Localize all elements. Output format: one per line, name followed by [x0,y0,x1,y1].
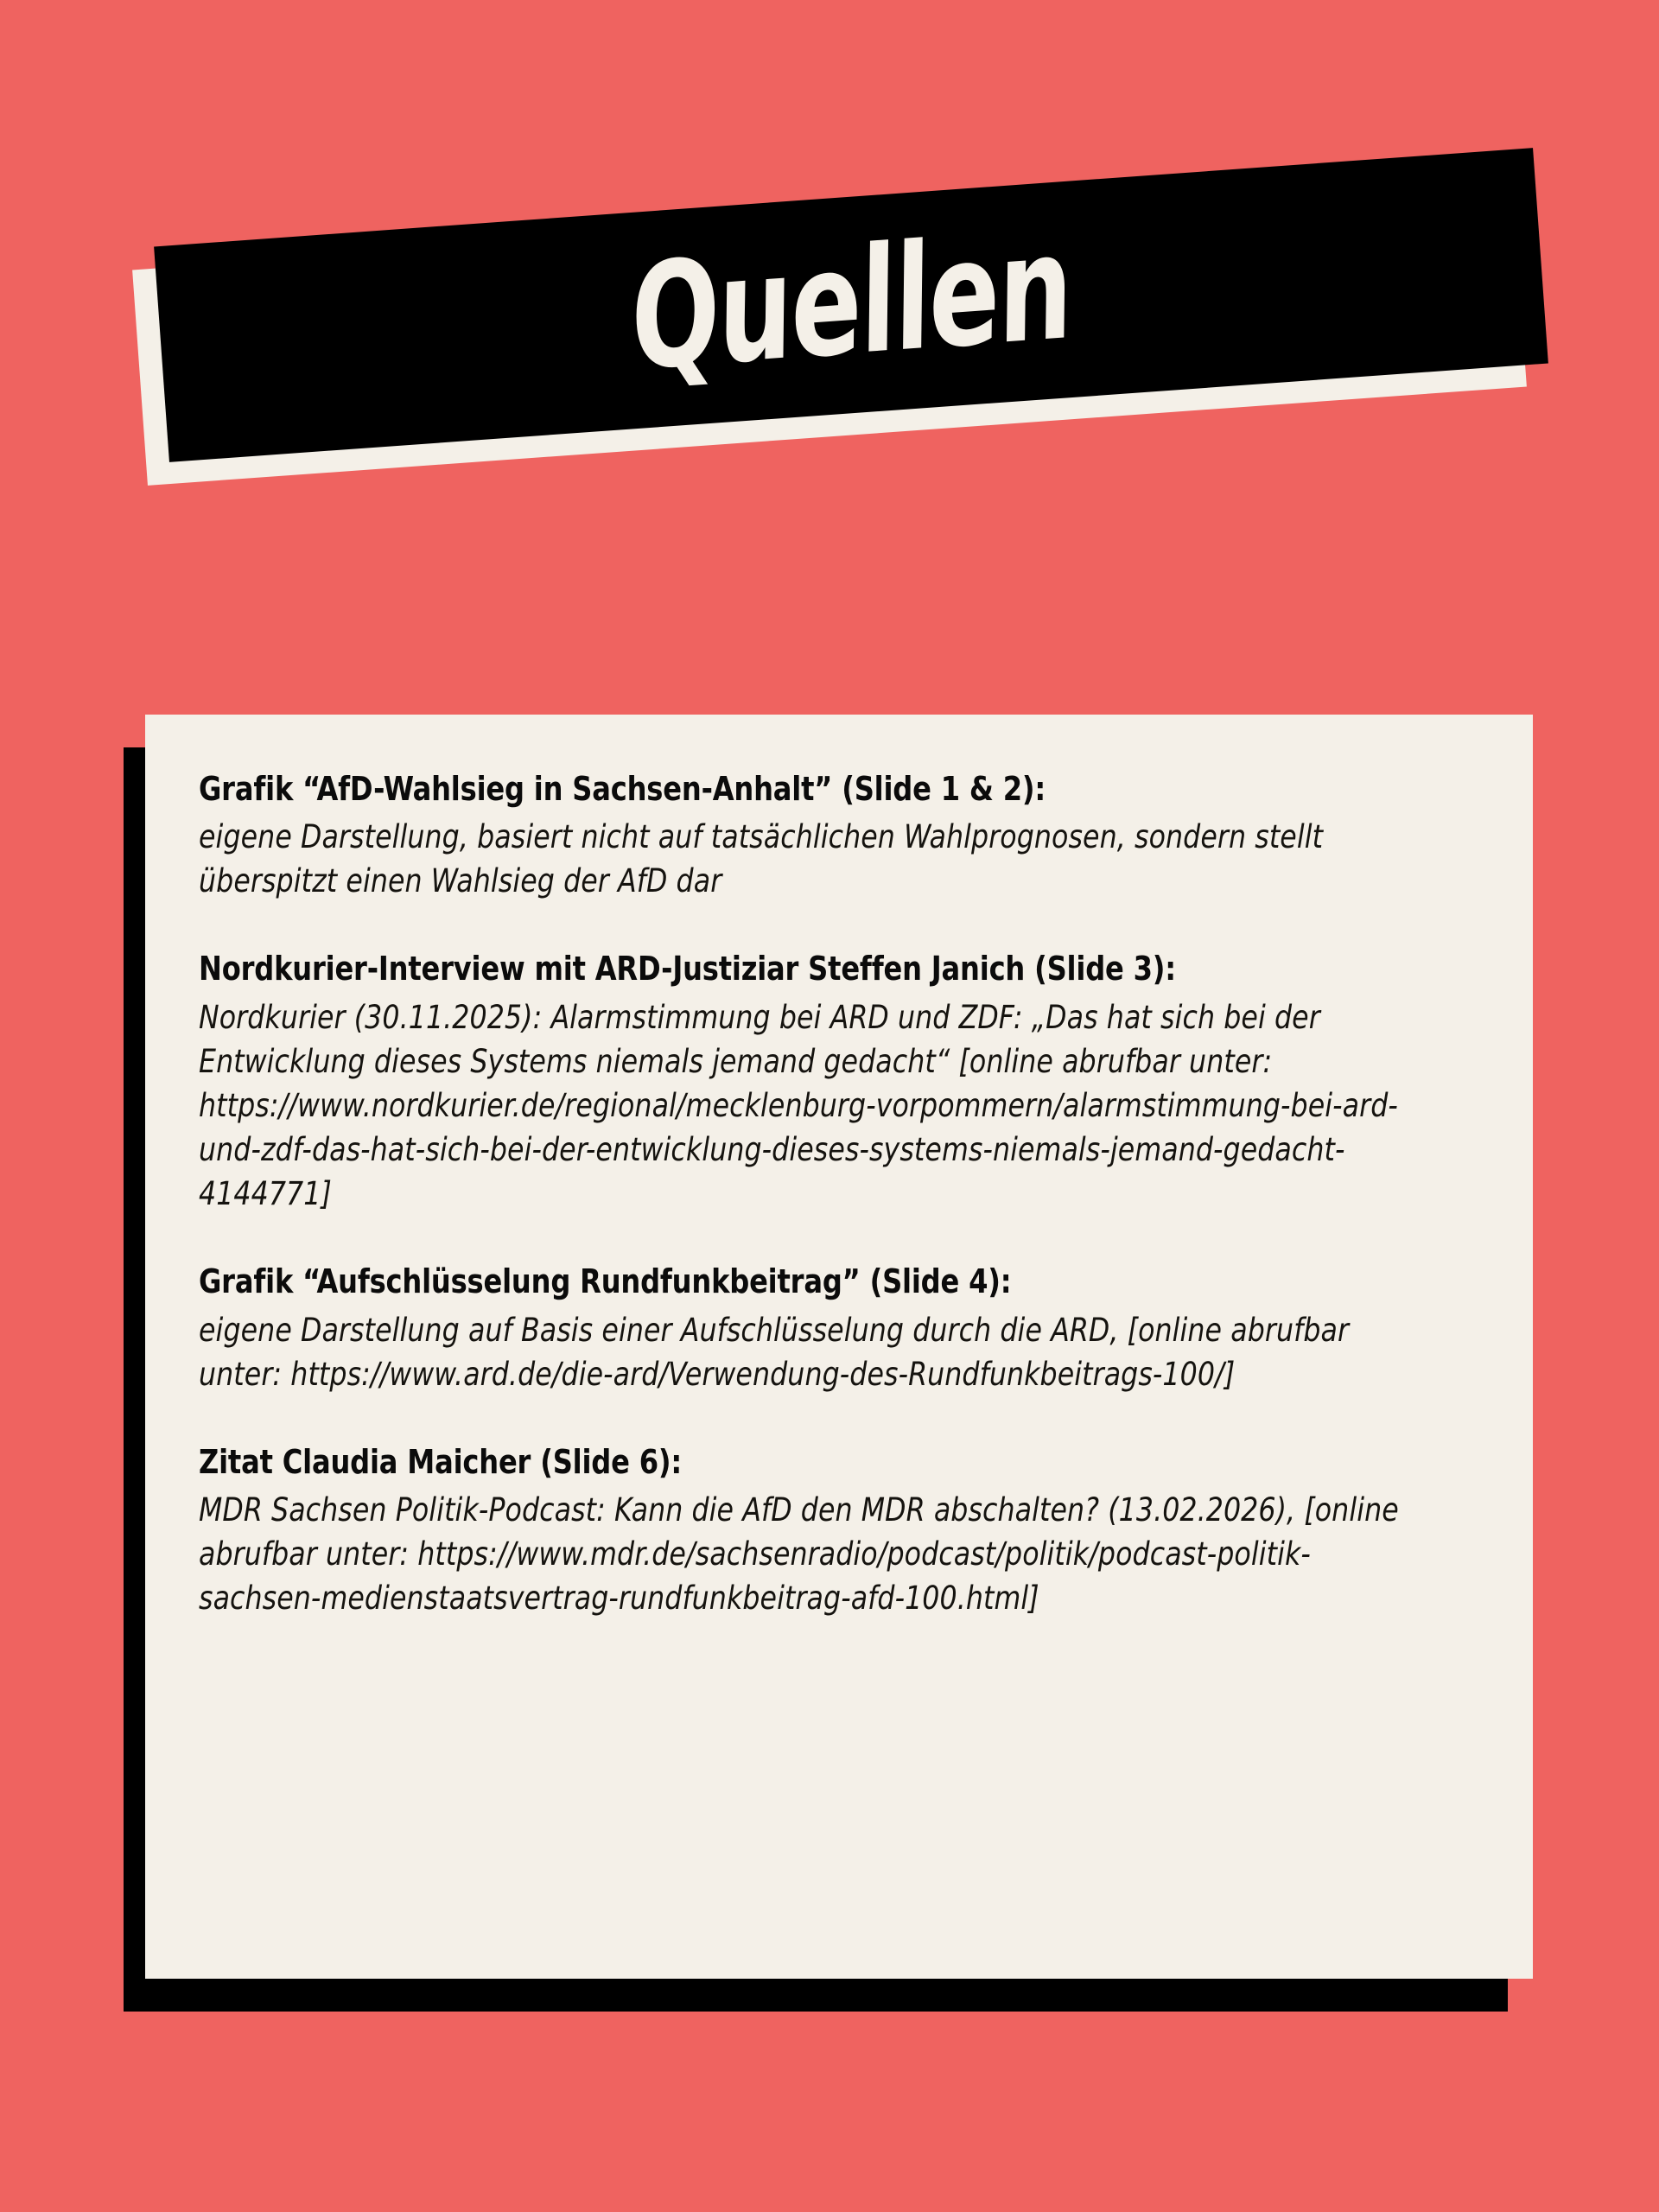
source-entry [199,948,1476,1216]
source-entry-body: Nordkurier (30.11.2025): Alarmstimmung bei ARD und ZDF: „Das hat sich bei der Entwicklung dieses Systems niemals jemand gedacht“ [online abrufbar unter: https://www.nordkurier.de/regional/mecklenburg-vorpommern/alarmstimmung-bei-ard-und-zdf-das-hat-sich-bei-der-entwicklung-dieses-systems-niemals-jemand-gedacht-4144771] [199,998,1398,1213]
page-title: Quellen [630,201,1072,404]
source-entry-body: eigene Darstellung auf Basis einer Aufschlüsselung durch die ARD, [online abrufbar unter: https://www.ard.de/die-ard/Verwendung-des-Rundfunkbeitrags-100/] [199,1311,1350,1393]
source-entry-heading: Grafik “AfD-Wahlsieg in Sachsen-Anhalt” (Slide 1 & 2): [199,770,1046,808]
source-entry-body: MDR Sachsen Politik-Podcast: Kann die AfD den MDR abschalten? (13.02.2026), [online abrufbar unter: https://www.mdr.de/sachsenradio/podcast/politik/podcast-politik-sachsen-medienstaatsvertrag-rundfunkbeitrag-afd-100.html] [199,1491,1399,1618]
source-entry-heading: Grafik “Aufschlüsselung Rundfunkbeitrag” (Slide 4): [199,1262,1012,1301]
source-entry-body: eigene Darstellung, basiert nicht auf tatsächlichen Wahlprognosen, sondern stellt überspitzt einen Wahlsieg der AfD dar [199,818,1324,900]
source-entry-heading: Zitat Claudia Maicher (Slide 6): [199,1442,683,1481]
source-entry [199,1441,1476,1621]
source-entry [199,768,1476,903]
source-entry [199,1261,1476,1395]
sources-card [145,715,1533,1979]
source-entry-heading: Nordkurier-Interview mit ARD-Justiziar Steffen Janich (Slide 3): [199,950,1176,988]
title-banner [0,0,1659,605]
